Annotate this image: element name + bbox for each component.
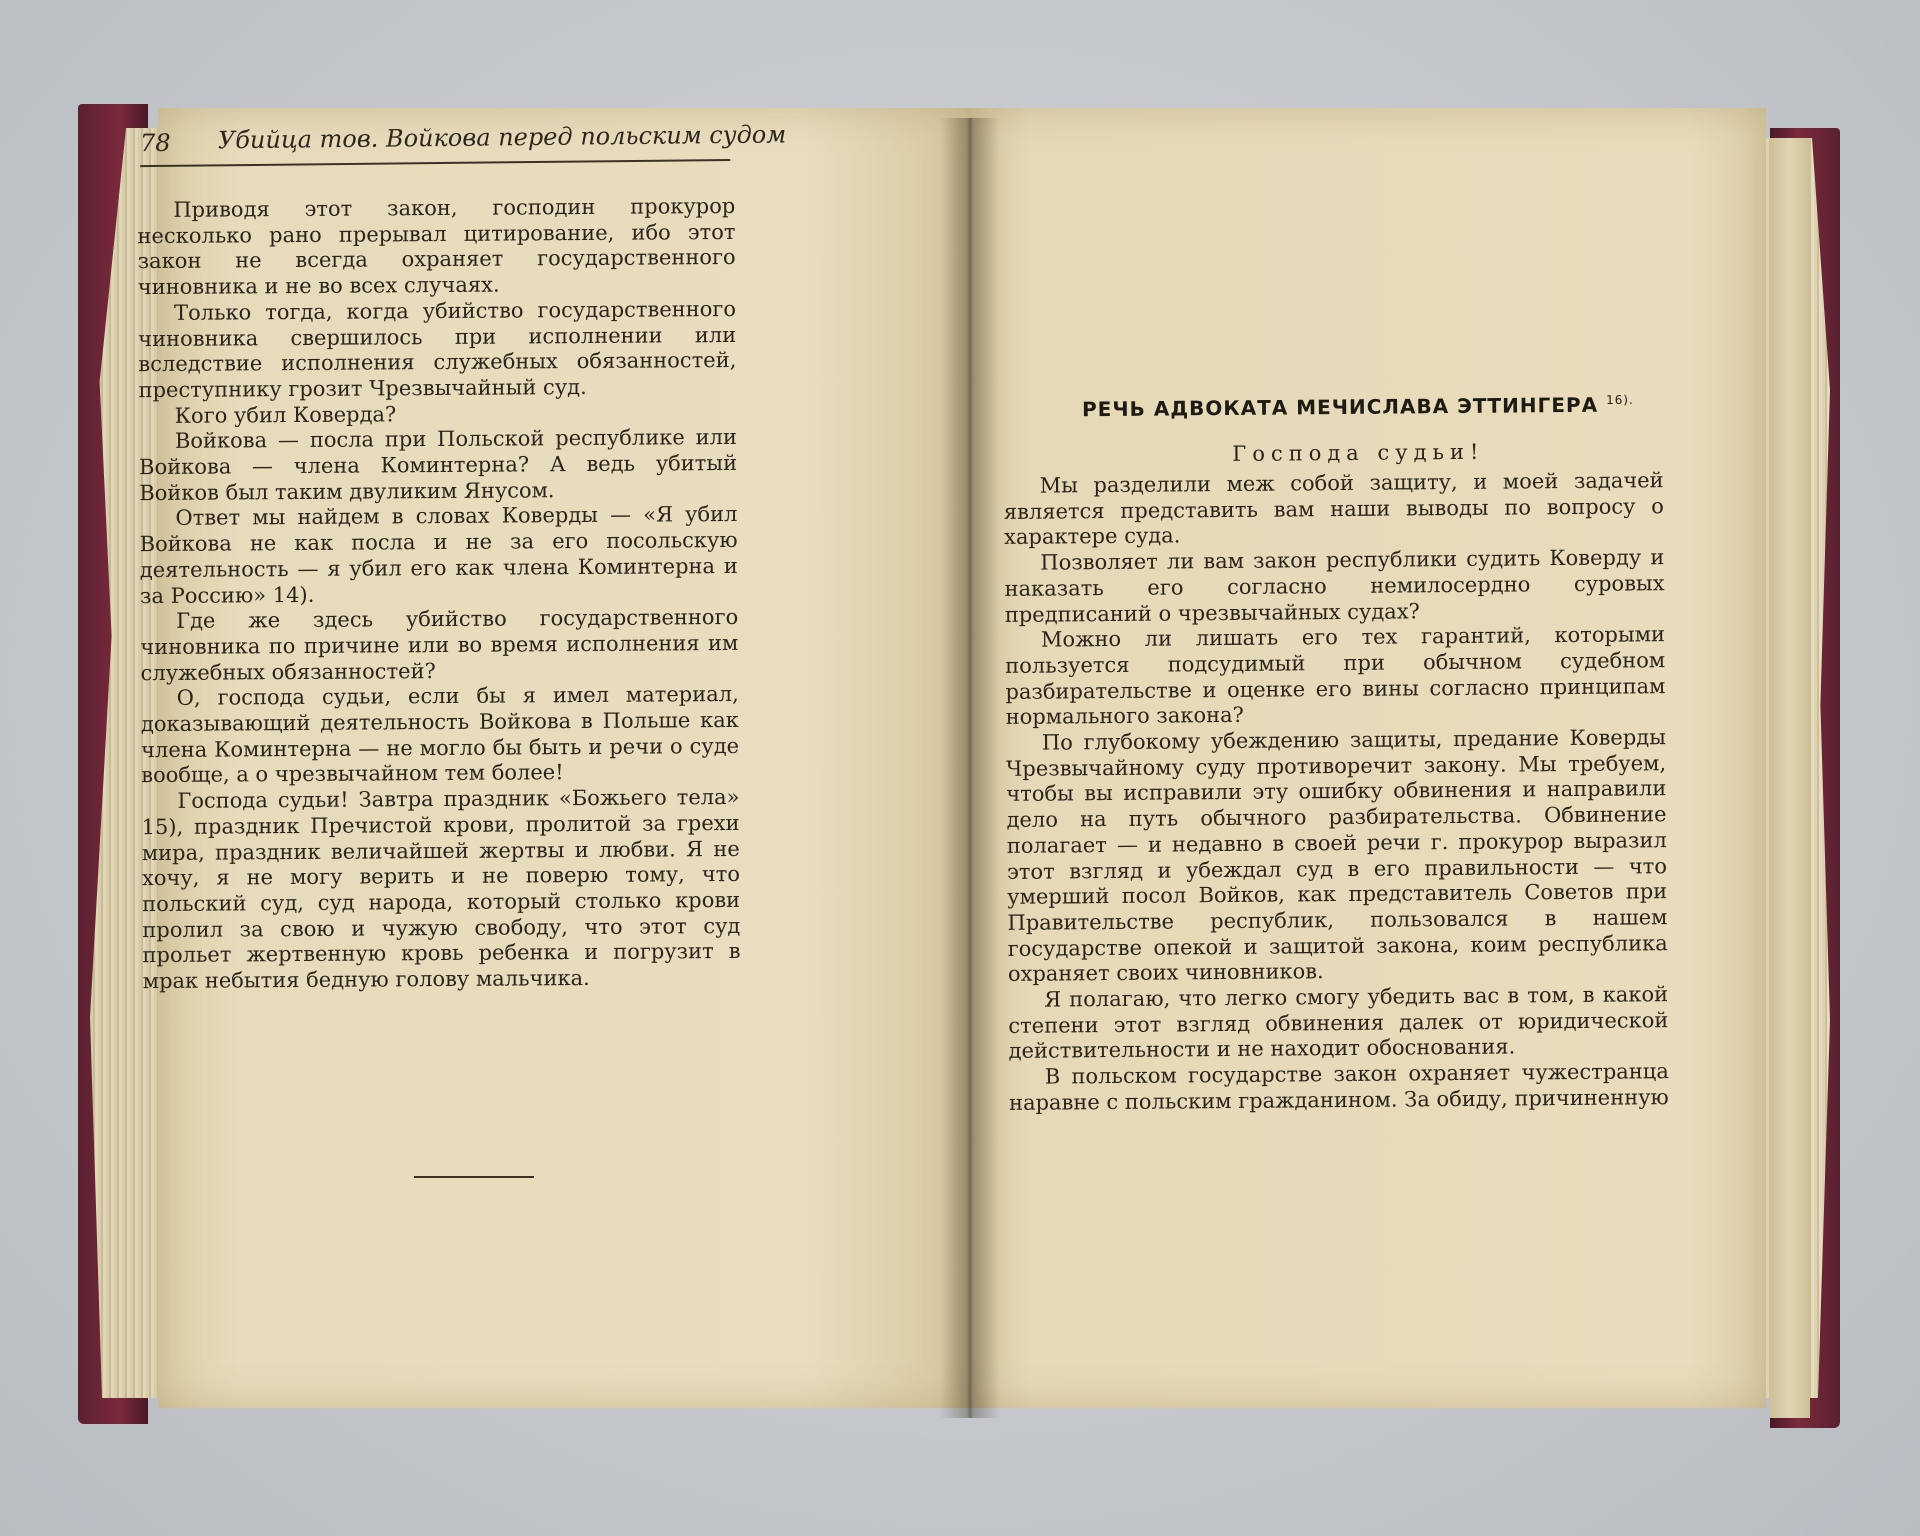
paragraph: Ответ мы найдем в словах Коверды — «Я убил Войкова не как посла и не за его посольскую деятельность — я убил его как члена Коминтерна и за Россию» 14). (139, 502, 738, 608)
paragraph: Мы разделили меж собой защиту, и моей задачей является представить вам наши выводы по вопросу о характере суда. (1003, 468, 1664, 550)
paragraph: Только тогда, когда убийство государственного чиновника свершилось при исполнении или вследствие исполнения служебных обязанностей, преступнику грозит Чрезвычайный суд. (138, 296, 737, 403)
paragraph: Приводя этот закон, господин прокурор несколько рано прерывал цитирование, ибо этот закон не всегда охраняет государственного чиновника и не во всех случаях. (137, 193, 736, 300)
paragraph: О, господа судьи, если бы я имел материал, доказывающий деятельность Войкова в Польше как члена Коминтерна — не могло бы быть и речи о суде вообще, а о чрезвычайном тем более! (140, 682, 740, 788)
speech-title-text: РЕЧЬ АДВОКАТА МЕЧИСЛАВА ЭТТИНГЕРА (1081, 392, 1599, 422)
right-page-text (1004, 468, 1670, 1116)
right-page-body (1003, 392, 1679, 1116)
speech-title (1043, 392, 1673, 421)
paragraph: Войкова — посла при Польской республике или Войкова — члена Коминтерна? А ведь убитый Войков был таким двуликим Янусом. (139, 425, 738, 505)
page-number: 78 (139, 128, 171, 158)
paragraph: Кого убил Коверда? (174, 401, 397, 428)
left-page-body (137, 194, 741, 995)
greeting: Господа судьи! (1232, 439, 1485, 466)
paragraph: Позволяет ли вам закон республики судить Коверду и наказать его согласно немилосердно суровых предписаний о чрезвычайных судах? (1004, 545, 1665, 627)
paragraph: Господа судьи! Завтра праздник «Божьего тела» 15), праздник Пречистой крови, пролитой за грехи мира, праздник величайшей жертвы и любви. Я не хочу, я не могу верить и не поверю тому, что польский суд, суд народа, который столько крови пролил за свою и чужую свободу, что этот суд прольет жертвенную кровь ребенка и погрузит в мрак небытия бедную голову мальчика. (141, 785, 741, 994)
section-divider (414, 1176, 534, 1178)
footnote-marker: 16). (1605, 392, 1634, 408)
paragraph: По глубокому убеждению защиты, предание Коверды Чрезвычайному суду противоречит закону. Мы требуем, чтобы вы исправили эту ошибку обвинения и направили дело на путь обычного разбирательства. Обвинение полагает — и недавно в своей речи г. прокурор выразил этот взгляд и убеждал суд в его правильности — что умерший посол Войков, как представитель Советов при Правительстве республик, пользовался в нашем государстве опекой и защитой закона, коим республика охраняет своих чиновников. (1006, 725, 1668, 987)
page-stack-right (1770, 138, 1810, 1418)
book-spine-gutter (940, 118, 1000, 1418)
running-head-title: Убийца тов. Войкова перед польским судом (217, 120, 787, 155)
paragraph: Можно ли лишать его тех гарантий, которыми пользуется подсудимый при обычном судебном разбирательстве и оценке его вины согласно принципам нормального закона? (1005, 622, 1666, 730)
paragraph: В польском государстве закон охраняет чужестранца наравне с польским гражданином. За обиду, причиненную (1008, 1059, 1669, 1115)
paragraph: Я полагаю, что легко смогу убедить вас в том, в какой степени этот взгляд обвинения далек от юридической действительности и не находит обоснования. (1008, 982, 1669, 1064)
running-head (139, 115, 787, 171)
paragraph: Где же здесь убийство государственного чиновника по причине или во время исполнения им служебных обязанностей? (140, 605, 739, 685)
